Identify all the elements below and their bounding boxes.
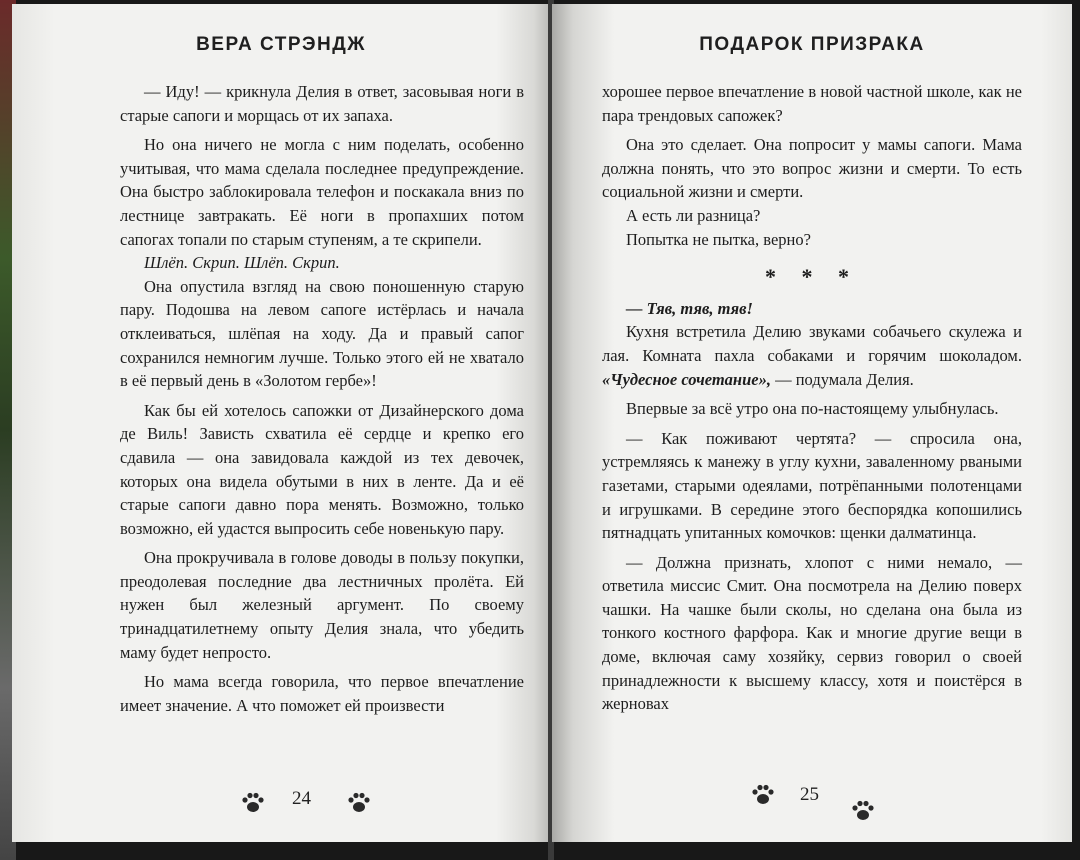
left-page-text xyxy=(120,80,524,717)
emphasis: «Чудесное сочетание», xyxy=(602,369,771,389)
page-number: 24 xyxy=(292,788,311,809)
paragraph: Попытка не пытка, верно? xyxy=(626,229,811,249)
page-number: 25 xyxy=(800,784,819,805)
paragraph: Она опустила взгляд на свою поношенную старую пару. Подошва на левом сапоге истёрлась и начала отклеиваться, шлёпая на ходу. Да и правый сапог сохранился немногим лучше. Только этого ей не хватало в её первый день в «Золотом гербе»! xyxy=(120,276,524,391)
paragraph: Но мама всегда говорила, что первое впечатление имеет значение. А что поможет ей произвести xyxy=(120,672,524,715)
paragraph: Она это сделает. Она попросит у мамы сапоги. Мама должна понять, что это вопрос жизни и смерти. То есть социальной жизни и смерти. xyxy=(602,135,1022,202)
left-page xyxy=(12,4,550,842)
paragraph-italic: — Тяв, тяв, тяв! xyxy=(626,298,753,318)
paw-print-icon xyxy=(240,790,266,816)
paragraph: — Иду! — крикнула Делия в ответ, засовывая ноги в старые сапоги и морщась от их запаха. xyxy=(120,82,524,125)
paw-print-icon xyxy=(750,782,776,808)
paw-print-icon xyxy=(850,798,876,824)
running-head-author: ВЕРА СТРЭНДЖ xyxy=(196,34,366,55)
paragraph-italic: Шлёп. Скрип. Шлёп. Скрип. xyxy=(144,253,340,273)
paragraph-text: — подумала Делия. xyxy=(770,369,914,389)
paragraph: Как бы ей хотелось сапожки от Дизайнерского дома де Виль! Зависть схватила её сердце и крепко его сдавила — она завидовала каждой из тех девочек, которых она видела обутыми в них в ленте. Да и её старые сапоги давно пора менять. Возможно, только возможно, ей удастся выпросить себе новенькую пару. xyxy=(120,400,524,538)
paragraph: Впервые за всё утро она по-настоящему улыбнулась. xyxy=(626,399,999,419)
paragraph: Она прокручивала в голове доводы в пользу покупки, преодолевая последние два лестничных пролёта. Ей нужен был железный аргумент. По своему тринадцатилетнему опыту Делия знала, что убедить маму будет непросто. xyxy=(120,548,524,662)
paragraph: — Должна признать, хлопот с ними немало, — ответила миссис Смит. Она посмотрела на Делию поверх чашки. На чашке были сколы, но сделана она была из тонкого костного фарфора. Как и многие другие вещи в доме, включая саму хозяйку, сервиз говорил о своей принадлежности к высшему классу, хотя и поистёрся в жерновах xyxy=(602,552,1022,714)
right-page xyxy=(552,4,1072,842)
paragraph: Но она ничего не могла с ним поделать, особенно учитывая, что мама сделала последнее предупреждение. Она быстро заблокировала телефон и поскакала вниз по лестнице завтракать. Её ноги в пропахших потом сапогах топали по старым ступеням, а те скрипели. xyxy=(120,135,524,249)
paragraph-text: Кухня встретила Делию звуками собачьего скулежа и лая. Комната пахла собаками и горячим шоколадом. xyxy=(602,322,1022,365)
paragraph xyxy=(602,320,1022,391)
section-separator: * * * xyxy=(765,264,859,290)
paragraph: — Как поживают чертята? — спросила она, устремляясь к манежу в углу кухни, заваленному рваными газетами, старыми одеялами, потрёпанными полотенцами и игрушками. В середине этого беспорядка копошились пятнадцать упитанных комочков: щенки далматинца. xyxy=(602,428,1022,543)
running-head-title: ПОДАРОК ПРИЗРАКА xyxy=(699,34,925,55)
right-page-text xyxy=(602,80,1022,716)
paw-print-icon xyxy=(346,790,372,816)
paragraph: хорошее первое впечатление в новой частной школе, как не пара трендовых сапожек? xyxy=(602,82,1022,125)
paragraph: А есть ли разница? xyxy=(626,205,761,225)
